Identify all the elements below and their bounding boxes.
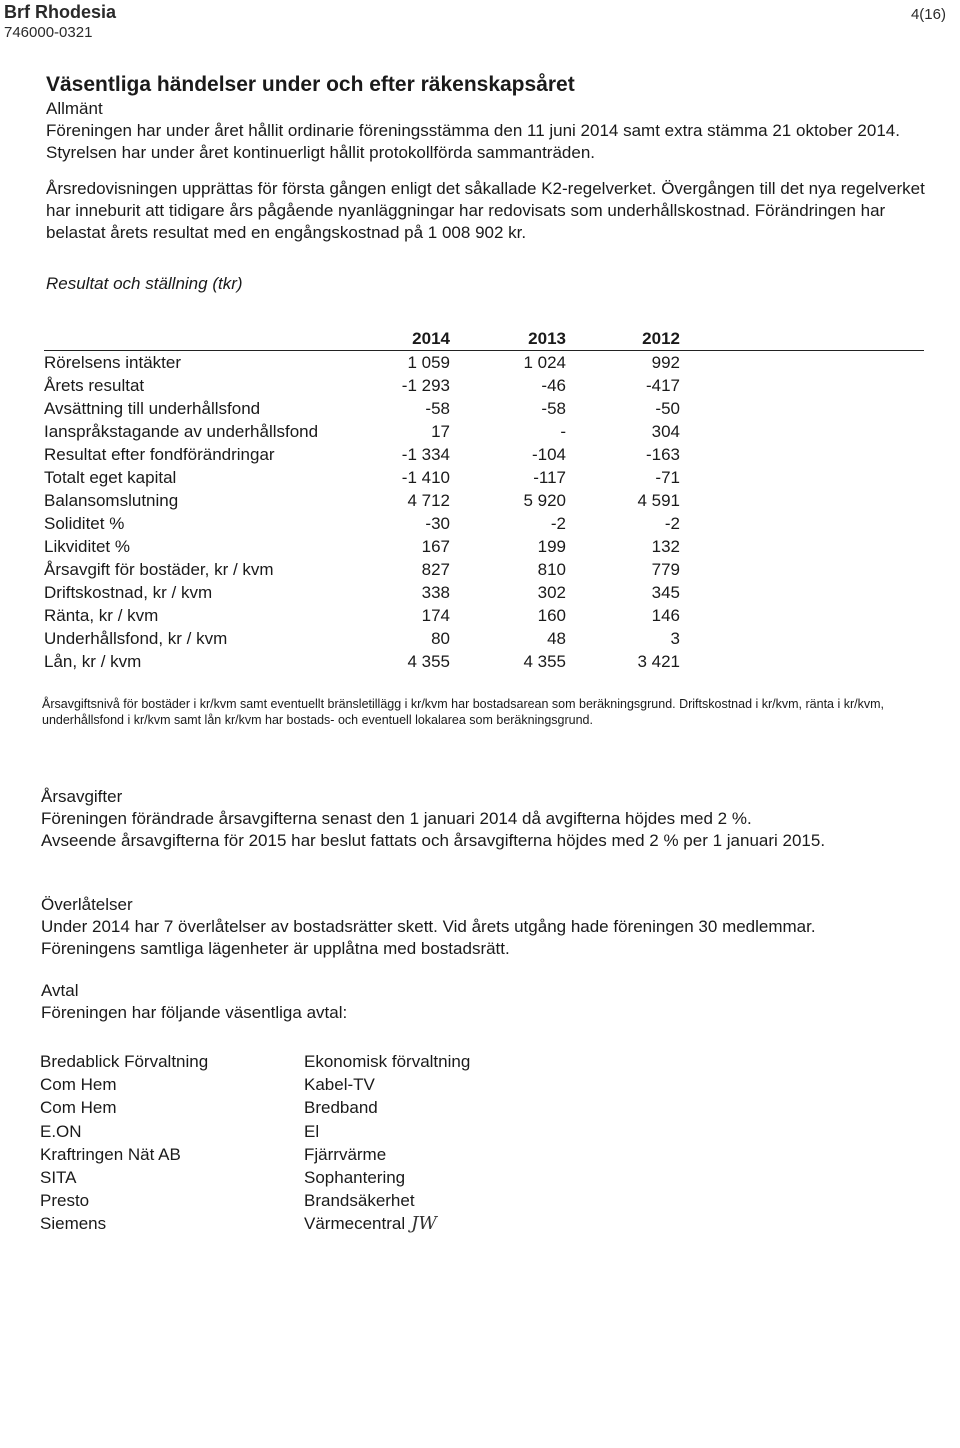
cell-value: 810	[537, 560, 566, 579]
agreement-service: Bredband	[304, 1098, 378, 1118]
results-table-header-row	[44, 328, 924, 351]
agreement-item	[40, 1050, 470, 1073]
cell-value: -117	[533, 468, 566, 487]
cell-value: -58	[541, 399, 566, 418]
agreement-service: Kabel-TV	[304, 1075, 375, 1095]
table-row	[44, 489, 924, 512]
transfers-section	[41, 894, 831, 960]
row-label: Lån, kr / kvm	[44, 652, 142, 671]
agreement-item	[40, 1212, 470, 1235]
table-row	[44, 535, 924, 558]
table-row	[44, 397, 924, 420]
cell-value: -	[560, 422, 566, 441]
cell-value: 167	[421, 537, 450, 556]
transfers-text: Under 2014 har 7 överlåtelser av bostadsrätter skett. Vid årets utgång hade föreningen 30 medlemmar. Föreningens samtliga lägenheter är upplåtna med bostadsrätt.	[41, 917, 816, 958]
agreement-service: Brandsäkerhet	[304, 1191, 415, 1211]
cell-value: 3 421	[637, 652, 680, 671]
cell-value: 174	[421, 606, 450, 625]
results-label-header	[44, 328, 374, 351]
row-label: Underhållsfond, kr / kvm	[44, 629, 228, 648]
table-row	[44, 604, 924, 627]
table-row	[44, 374, 924, 397]
row-spacer	[680, 489, 924, 512]
cell-value: -2	[550, 514, 566, 533]
results-table-caption: Resultat och ställning (tkr)	[46, 274, 243, 293]
cell-value: -2	[664, 514, 680, 533]
cell-value: 304	[651, 422, 680, 441]
table-row	[44, 512, 924, 535]
agreement-party: SITA	[40, 1168, 77, 1188]
row-spacer	[680, 397, 924, 420]
cell-value: 5 920	[523, 491, 566, 510]
agreement-service: El	[304, 1121, 320, 1141]
results-footnote: Årsavgiftsnivå för bostäder i kr/kvm samt eventuellt bränsletillägg i kr/kvm har bostadsarean som beräkningsgrund. Driftskostnad i kr/kvm, ränta i kr/kvm, underhållsfond i kr/kvm samt lån kr/kvm har bostads- och eventuell lokalarea som beräkningsgrund.	[42, 697, 884, 727]
agreement-party: Com Hem	[40, 1075, 117, 1095]
table-row	[44, 650, 924, 673]
cell-value: 4 355	[407, 652, 450, 671]
header-spacer	[680, 328, 924, 351]
row-label: Årsavgift för bostäder, kr / kvm	[44, 560, 274, 579]
year-header: 2013	[528, 329, 566, 348]
cell-value: 4 355	[523, 652, 566, 671]
cell-value: 160	[537, 606, 566, 625]
row-spacer	[680, 512, 924, 535]
year-header: 2014	[412, 329, 450, 348]
row-label: Ränta, kr / kvm	[44, 606, 159, 625]
general-paragraph-2: Årsredovisningen upprättas för första gången enligt det såkallade K2-regelverket. Övergången till det nya regelverket har inneburit att tidigare års pågående nyanläggningar har redovisats som underhållskostnad. Förändringen har belastat årets resultat med en engångskostnad på 1 008 902 kr.	[46, 179, 925, 242]
cell-value: -163	[645, 445, 680, 464]
cell-value: -71	[655, 468, 680, 487]
cell-value: 338	[421, 583, 450, 602]
results-table-body	[44, 351, 924, 674]
cell-value: 4 591	[637, 491, 680, 510]
section-title: Väsentliga händelser under och efter räkenskapsåret	[46, 73, 575, 96]
row-spacer	[680, 443, 924, 466]
cell-value: -30	[425, 514, 450, 533]
agreement-service: Värmecentral	[304, 1214, 406, 1234]
row-spacer	[680, 627, 924, 650]
cell-value: 1 024	[523, 353, 566, 372]
agreement-party: Bredablick Förvaltning	[40, 1052, 209, 1071]
table-row	[44, 466, 924, 489]
agreement-item	[40, 1143, 470, 1166]
row-spacer	[680, 420, 924, 443]
agreement-service: Sophantering	[304, 1168, 406, 1188]
agreement-item	[40, 1120, 470, 1143]
cell-value: 199	[537, 537, 566, 556]
agreements-list	[40, 1050, 470, 1236]
cell-value: 992	[651, 353, 680, 372]
cell-value: -1 293	[401, 376, 450, 395]
row-spacer	[680, 650, 924, 673]
agreement-party: Siemens	[40, 1214, 107, 1234]
agreements-section	[41, 980, 641, 1024]
row-spacer	[680, 535, 924, 558]
row-spacer	[680, 374, 924, 397]
agreement-party: E.ON	[40, 1121, 82, 1141]
fees-section	[41, 786, 901, 852]
row-spacer	[680, 581, 924, 604]
general-paragraph-1: Föreningen har under året hållit ordinarie föreningsstämma den 11 juni 2014 samt extra stämma 21 oktober 2014. Styrelsen har under året kontinuerligt hållit protokollförda sammanträden.	[46, 121, 900, 162]
cell-value: -1 334	[401, 445, 450, 464]
row-label: Balansomslutning	[44, 491, 179, 510]
agreement-item	[40, 1073, 470, 1096]
year-header: 2012	[642, 329, 680, 348]
cell-value: -46	[541, 376, 566, 395]
row-spacer	[680, 466, 924, 489]
row-spacer	[680, 558, 924, 581]
page-number: 4(16)	[910, 6, 946, 23]
row-label: Likviditet %	[44, 537, 130, 556]
cell-value: 80	[431, 629, 450, 648]
agreement-service: Ekonomisk förvaltning	[304, 1052, 471, 1071]
row-label: Soliditet %	[44, 514, 125, 533]
cell-value: 302	[537, 583, 566, 602]
row-label: Resultat efter fondförändringar	[44, 445, 275, 464]
agreement-service: Fjärrvärme	[304, 1144, 387, 1164]
cell-value: 3	[670, 629, 680, 648]
cell-value: 132	[651, 537, 680, 556]
transfers-heading: Överlåtelser	[41, 895, 133, 914]
agreement-item	[40, 1096, 470, 1119]
table-row	[44, 581, 924, 604]
cell-value: 1 059	[407, 353, 450, 372]
general-heading: Allmänt	[46, 99, 103, 118]
cell-value: 4 712	[407, 491, 450, 510]
cell-value: -58	[425, 399, 450, 418]
cell-value: 146	[651, 606, 680, 625]
agreement-party: Kraftringen Nät AB	[40, 1144, 181, 1164]
fees-line-1: Föreningen förändrade årsavgifterna senast den 1 januari 2014 då avgifterna höjdes med 2 %.	[41, 809, 752, 828]
table-row	[44, 558, 924, 581]
cell-value: -50	[655, 399, 680, 418]
cell-value: 17	[431, 422, 450, 441]
agreement-item	[40, 1189, 470, 1212]
agreements-heading: Avtal	[41, 981, 79, 1000]
agreements-intro: Föreningen har följande väsentliga avtal:	[41, 1003, 348, 1022]
agreement-party: Presto	[40, 1191, 90, 1211]
cell-value: -104	[531, 445, 566, 464]
table-row	[44, 420, 924, 443]
table-row	[44, 351, 924, 375]
row-label: Ianspråkstagande av underhållsfond	[44, 422, 319, 441]
fees-line-2: Avseende årsavgifterna för 2015 har beslut fattats och årsavgifterna höjdes med 2 % per 1 januari 2015.	[41, 831, 826, 850]
cell-value: -1 410	[401, 468, 450, 487]
cell-value: 779	[651, 560, 680, 579]
cell-value: 48	[547, 629, 566, 648]
org-number: 746000-0321	[4, 24, 93, 41]
row-label: Avsättning till underhållsfond	[44, 399, 261, 418]
row-spacer	[680, 604, 924, 627]
row-spacer	[680, 351, 924, 375]
row-label: Årets resultat	[44, 376, 145, 395]
agreement-item	[40, 1166, 470, 1189]
row-label: Driftskostnad, kr / kvm	[44, 583, 213, 602]
table-row	[44, 627, 924, 650]
cell-value: 827	[421, 560, 450, 579]
table-row	[44, 443, 924, 466]
cell-value: 345	[651, 583, 680, 602]
row-label: Rörelsens intäkter	[44, 353, 182, 372]
org-name: Brf Rhodesia	[4, 2, 117, 22]
handwritten-initials: JW	[411, 1213, 437, 1235]
row-label: Totalt eget kapital	[44, 468, 177, 487]
fees-heading: Årsavgifter	[41, 787, 123, 806]
section-events	[46, 72, 926, 244]
results-table	[44, 328, 924, 673]
cell-value: -417	[645, 376, 680, 395]
agreement-party: Com Hem	[40, 1098, 117, 1118]
